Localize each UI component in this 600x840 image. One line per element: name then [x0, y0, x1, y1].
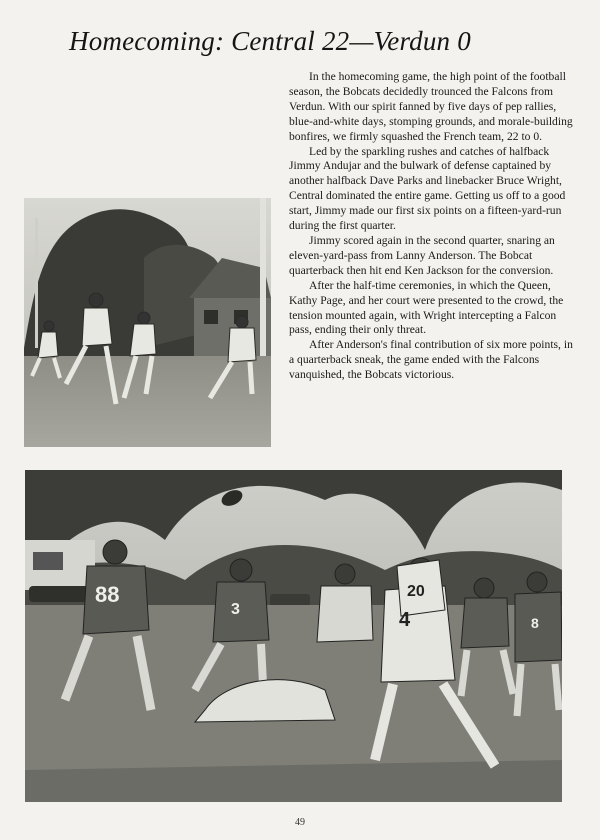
jersey-number: 88 [95, 582, 120, 607]
article-paragraph: Led by the sparkling rushes and catches of halfback Jimmy Andujar and the bulwark of defense captained by another halfback Dave Parks and linebacker Bruce Wright, Central dominated the entire game. Getting us off to a good start, Jimmy made our first six points on a fifteen-yard-run during the first quarter. [289, 144, 566, 233]
jersey-number: 20 [407, 583, 425, 600]
jersey-number: 8 [531, 615, 539, 631]
page-number: 49 [295, 817, 305, 828]
article-body [289, 70, 579, 383]
football-action-photo-top [24, 198, 271, 447]
jersey-number: 4 [399, 609, 411, 631]
page-title: Homecoming: Central 22—Verdun 0 [69, 26, 471, 56]
article-paragraph: In the homecoming game, the high point of the football season, the Bobcats decidedly trounced the Falcons from Verdun. With our spirit fanned by five days of pep rallies, blue-and-white days, stomping grounds, and morale-building bonfires, we firmly squashed the French team, 22 to 0. [289, 70, 573, 143]
article-paragraph: After the half-time ceremonies, in which the Queen, Kathy Page, and her court were presented to the crowd, the tension mounted again, with Wright intercepting a Falcon pass, ending their only threat. [289, 278, 564, 337]
article-paragraph: After Anderson's final contribution of six more points, in a quarterback sneak, the game ended with the Falcons vanquished, the Bobcats victorious. [289, 338, 573, 382]
football-action-photo-bottom [25, 470, 562, 802]
jersey-number: 3 [231, 601, 240, 618]
article-paragraph: Jimmy scored again in the second quarter, snaring an eleven-yard-pass from Lanny Anderson. The Bobcat quarterback then hit end Ken Jackson for the conversion. [289, 233, 555, 277]
